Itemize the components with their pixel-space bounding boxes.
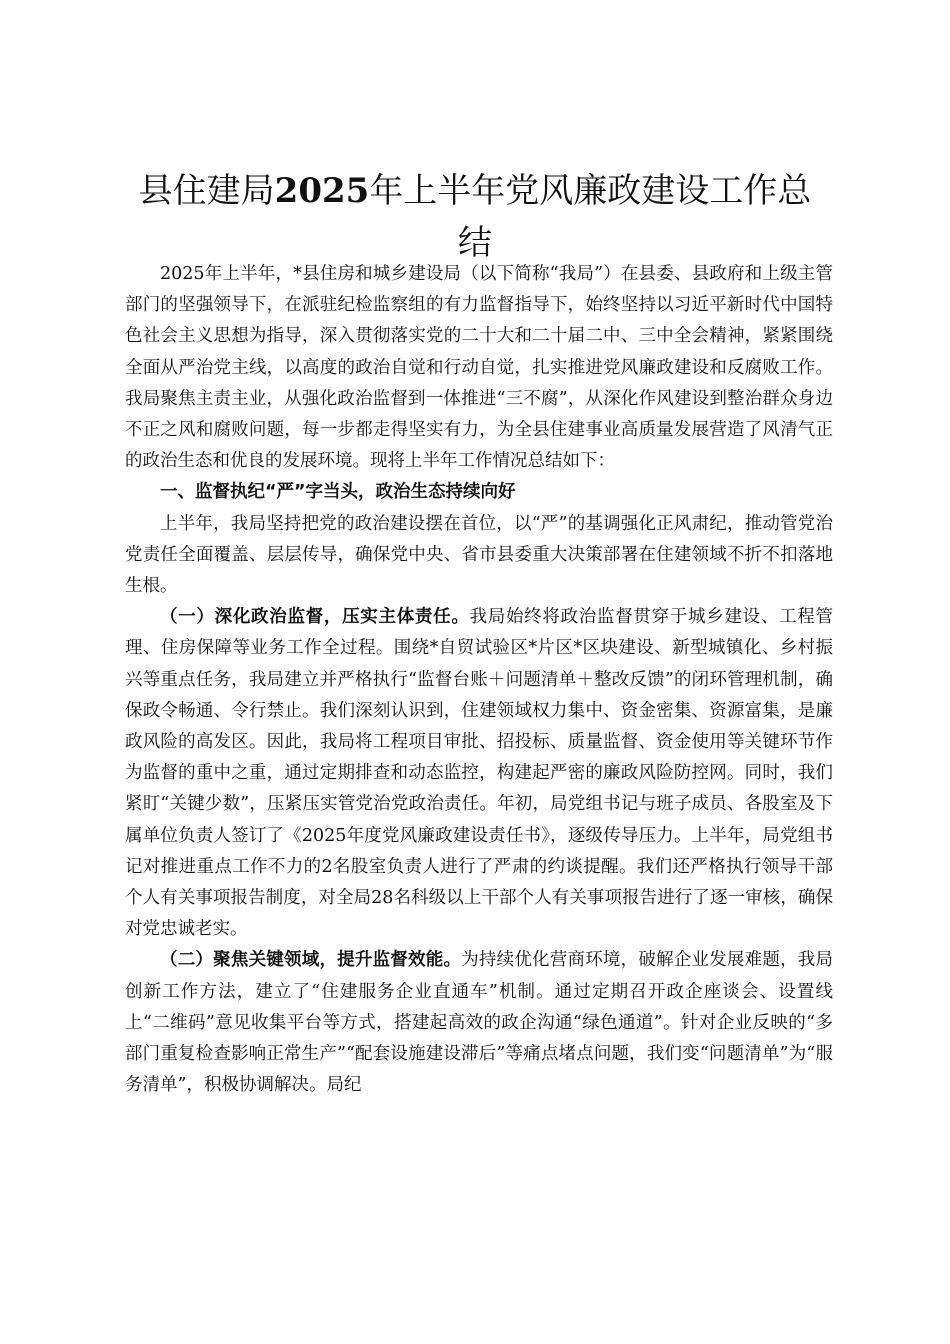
subsection-1-paragraph xyxy=(125,602,833,945)
document-body xyxy=(125,259,833,1101)
title-part-1: 县住建局 xyxy=(138,171,275,211)
section-1-paragraph: 上半年，我局坚持把党的政治建设摆在首位，以“严”的基调强化正风肃纪，推动管党治党责任全面覆盖、层层传导，确保党中央、省市县委重大决策部署在住建领域不折不扣落地生根。 xyxy=(125,513,833,597)
subsection-2-paragraph xyxy=(125,945,833,1101)
subsection-1-heading: （一）深化政治监督，压实主体责任。 xyxy=(160,607,470,628)
title-year: 2025 xyxy=(274,171,370,211)
title-part-2: 年上半年党风廉政建设工作总结 xyxy=(369,171,812,263)
subsection-1-text: 我局始终将政治监督贯穿于城乡建设、工程管理、住房保障等业务工作全过程。围绕*自贸试验区*片区*区块建设、新型城镇化、乡村振兴等重点任务，我局建立并严格执行“监督台账＋问题清单＋整改反馈”的闭环管理机制，确保政令畅通、令行禁止。我们深刻认识到，住建领域权力集中、资金密集、资源富集，是廉政风险的高发区。因此，我局将工程项目审批、招投标、质量监督、资金使用等关键环节作为监督的重中之重，通过定期排查和动态监控，构建起严密的廉政风险防控网。同时，我们紧盯“关键少数”，压紧压实管党治党政治责任。年初，局党组书记与班子成员、各股室及下属单位负责人签订了《2025年度党风廉政建设责任书》，逐级传导压力。上半年，局党组书记对推进重点工作不力的2名股室负责人进行了严肃的约谈提醒。我们还严格执行领导干部个人有关事项报告制度，对全局28名科级以上干部个人有关事项报告进行了逐一审核，确保对党忠诚老实。 xyxy=(125,607,834,940)
subsection-2-heading: （二）聚焦关键领域，提升监督效能。 xyxy=(160,950,462,971)
subsection-2-text: 为持续优化营商环境，破解企业发展难题，我局创新工作方法，建立了“住建服务企业直通车”机制。通过定期召开政企座谈会、设置线上“二维码”意见收集平台等方式，搭建起高效的政企沟通“绿色通道”。针对企业反映的“多部门重复检查影响正常生产”“配套设施建设滞后”等痛点堵点问题，我们变“问题清单”为“服务清单”，积极协调解决。局纪 xyxy=(125,950,834,1096)
section-heading-1: 一、监督执纪“严”字当头，政治生态持续向好 xyxy=(160,482,516,503)
intro-paragraph: 2025年上半年，*县住房和城乡建设局（以下简称“我局”）在县委、县政府和上级主管部门的坚强领导下，在派驻纪检监察组的有力监督指导下，始终坚持以习近平新时代中国特色社会主义思想为指导，深入贯彻落实党的二十大和二十届二中、三中全会精神，紧紧围绕全面从严治党主线，以高度的政治自觉和行动自觉，扎实推进党风廉政建设和反腐败工作。我局聚焦主责主业，从强化政治监督到一体推进“三不腐”，从深化作风建设到整治群众身边不正之风和腐败问题，每一步都走得坚实有力，为全县住建事业高质量发展营造了风清气正的政治生态和优良的发展环境。现将上半年工作情况总结如下： xyxy=(125,264,833,472)
document-title xyxy=(122,165,828,269)
